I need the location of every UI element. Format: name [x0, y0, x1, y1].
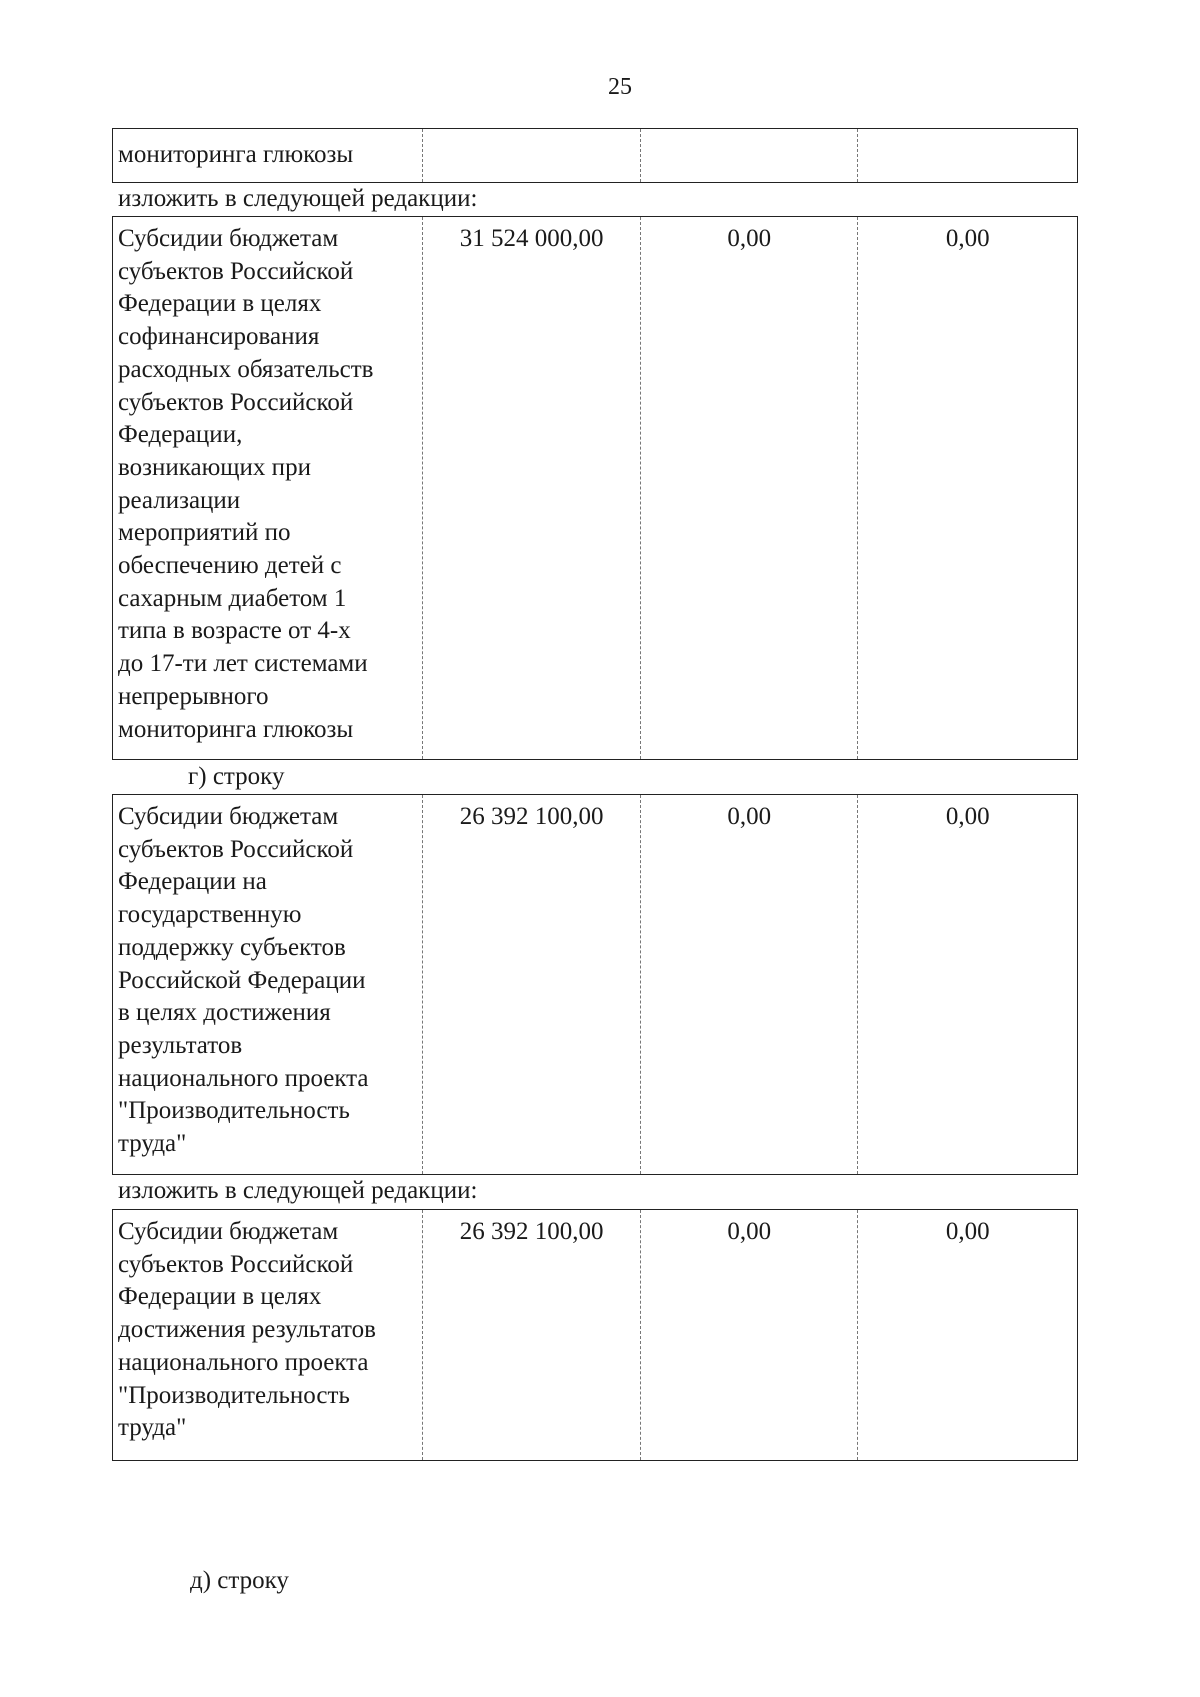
description-cell: [113, 129, 422, 182]
amount-cell-1: 26 392 100,00: [422, 1210, 640, 1460]
description-line: субъектов Российской: [118, 1250, 354, 1278]
description-line: Федерации на: [118, 868, 267, 896]
description-line: Федерации в целях: [118, 290, 322, 318]
description-line: непрерывного: [118, 682, 269, 710]
description-line: возникающих при: [118, 453, 311, 481]
description-line: "Производительность: [118, 1381, 350, 1409]
description-line: сахарным диабетом 1: [118, 584, 347, 612]
description-line: обеспечению детей с: [118, 552, 342, 580]
table-fragment-old-row: [112, 794, 1078, 1175]
amount-cell-1: [422, 129, 640, 182]
description-line: реализации: [118, 486, 241, 514]
description-line: субъектов Российской: [118, 835, 354, 863]
table-fragment-new-edition: [112, 216, 1078, 760]
description-line: софинансирования: [118, 323, 320, 351]
table-fragment-new-row: [112, 1209, 1078, 1461]
description-cell: [113, 217, 422, 759]
description-line: в целях достижения: [118, 999, 331, 1027]
description-line: до 17-ти лет системами: [118, 650, 368, 678]
description-cell: [113, 1210, 422, 1460]
description-line: "Производительность: [118, 1097, 350, 1125]
amount-cell-1: 31 524 000,00: [422, 217, 640, 759]
description-line: Субсидии бюджетам: [118, 803, 339, 830]
description-line: расходных обязательств: [118, 355, 374, 383]
amount-cell-3: 0,00: [857, 1210, 1077, 1460]
description-line: государственную: [118, 901, 302, 929]
description-line: национального проекта: [118, 1064, 369, 1092]
description-line: типа в возрасте от 4-х: [118, 617, 351, 645]
amount-cell-2: [640, 129, 858, 182]
description-line: поддержку субъектов: [118, 933, 346, 961]
description-line: Российской Федерации: [118, 966, 366, 994]
amount-cell-2: 0,00: [640, 217, 858, 759]
description-line: Субсидии бюджетам: [118, 225, 339, 252]
amount-cell-3: 0,00: [857, 795, 1077, 1174]
table-fragment-continued: [112, 128, 1078, 183]
instruction-text: г) строку: [188, 763, 285, 790]
instruction-text: изложить в следующей редакции:: [118, 185, 478, 212]
description-line: труда": [118, 1414, 187, 1442]
description-line: мероприятий по: [118, 519, 291, 547]
description-line: мониторинга глюкозы: [118, 715, 354, 743]
amount-cell-3: 0,00: [857, 217, 1077, 759]
description-line: субъектов Российской: [118, 388, 354, 416]
description-line: Федерации в целях: [118, 1283, 322, 1311]
table-row: [113, 1210, 1077, 1460]
page-number: 25: [608, 74, 632, 100]
instruction-text: д) строку: [190, 1567, 289, 1594]
description-line: Субсидии бюджетам: [118, 1218, 339, 1245]
table-row: [113, 795, 1077, 1174]
amount-cell-2: 0,00: [640, 795, 858, 1174]
instruction-text: изложить в следующей редакции:: [118, 1177, 478, 1204]
description-line: национального проекта: [118, 1348, 369, 1376]
description-line: Федерации,: [118, 421, 243, 449]
description-line: труда": [118, 1130, 187, 1158]
table-row: [113, 129, 1077, 182]
amount-cell-1: 26 392 100,00: [422, 795, 640, 1174]
table-row: [113, 217, 1077, 759]
description-line: мониторинга глюкозы: [118, 141, 354, 168]
amount-cell-2: 0,00: [640, 1210, 858, 1460]
description-cell: [113, 795, 422, 1174]
description-line: субъектов Российской: [118, 257, 354, 285]
description-line: результатов: [118, 1031, 243, 1059]
amount-cell-3: [857, 129, 1077, 182]
description-line: достижения результатов: [118, 1316, 376, 1344]
